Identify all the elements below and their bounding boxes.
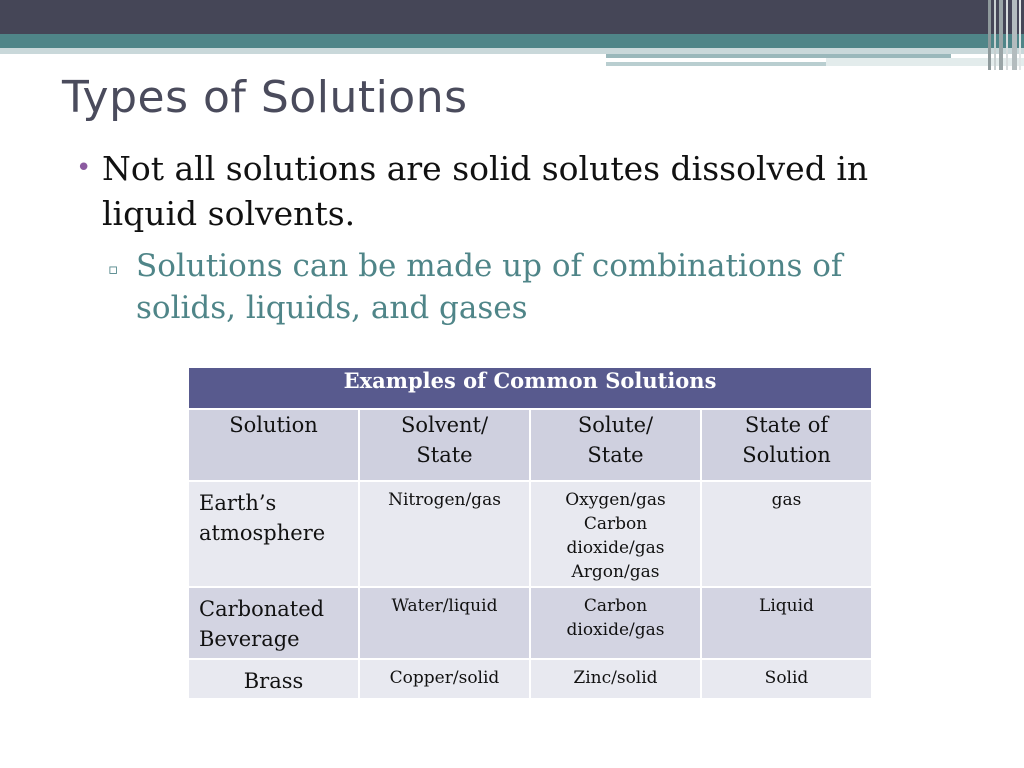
square-bullet-icon: ▫	[108, 260, 119, 278]
column-header-state	[701, 409, 872, 481]
cell-line: Zinc/solid	[573, 668, 658, 688]
header-accent-line	[606, 62, 831, 66]
header-line: Solvent/	[400, 413, 489, 437]
header-line: State	[587, 443, 644, 467]
header-vertical-stripes	[988, 0, 1024, 70]
page-title: Types of Solutions	[62, 72, 468, 123]
cell-solvent: Nitrogen/gas	[359, 481, 530, 587]
cell-solute	[530, 659, 701, 699]
table-caption-row	[188, 367, 872, 409]
table-row	[188, 481, 872, 587]
table-header-row	[188, 409, 872, 481]
cell-state: gas	[701, 481, 872, 587]
cell-solvent: Water/liquid	[359, 587, 530, 659]
bullet-main-text: Not all solutions are solid solutes dissolved in liquid solvents.	[102, 149, 869, 233]
cell-line: dioxide/gas	[566, 538, 665, 558]
cell-solute	[530, 481, 701, 587]
bullet-sub-text: Solutions can be made up of combinations of solids, liquids, and gases	[136, 248, 843, 326]
table-row	[188, 587, 872, 659]
cell-line: Carbon	[583, 514, 648, 534]
header-line: Solution	[742, 443, 831, 467]
cell-line: Argon/gas	[571, 562, 660, 582]
cell-solution	[188, 659, 359, 699]
column-header-solvent	[359, 409, 530, 481]
bullet-dot-icon: •	[76, 153, 92, 183]
header-line: Solute/	[577, 413, 654, 437]
column-header-solution	[188, 409, 359, 481]
table-row	[188, 659, 872, 699]
table-caption: Examples of Common Solutions	[188, 367, 872, 409]
cell-solvent: Copper/solid	[359, 659, 530, 699]
header-band-dark	[0, 0, 1024, 34]
cell-line: dioxide/gas	[566, 620, 665, 640]
cell-state: Liquid	[701, 587, 872, 659]
header-line: State	[416, 443, 473, 467]
solutions-table	[187, 366, 873, 700]
cell-solution	[188, 481, 359, 587]
cell-state: Solid	[701, 659, 872, 699]
cell-line: atmosphere	[199, 521, 326, 545]
header-line: Solution	[229, 413, 318, 437]
header-band-teal	[0, 34, 1024, 48]
cell-line: Carbonated	[199, 597, 325, 621]
column-header-solute	[530, 409, 701, 481]
cell-line: Earth’s	[199, 491, 277, 515]
cell-line: Oxygen/gas	[565, 490, 666, 510]
cell-line: Carbon	[583, 596, 648, 616]
cell-solution	[188, 587, 359, 659]
cell-line: Brass	[243, 669, 304, 693]
header-line: State of	[744, 413, 829, 437]
cell-solute	[530, 587, 701, 659]
cell-line: Beverage	[199, 627, 300, 651]
